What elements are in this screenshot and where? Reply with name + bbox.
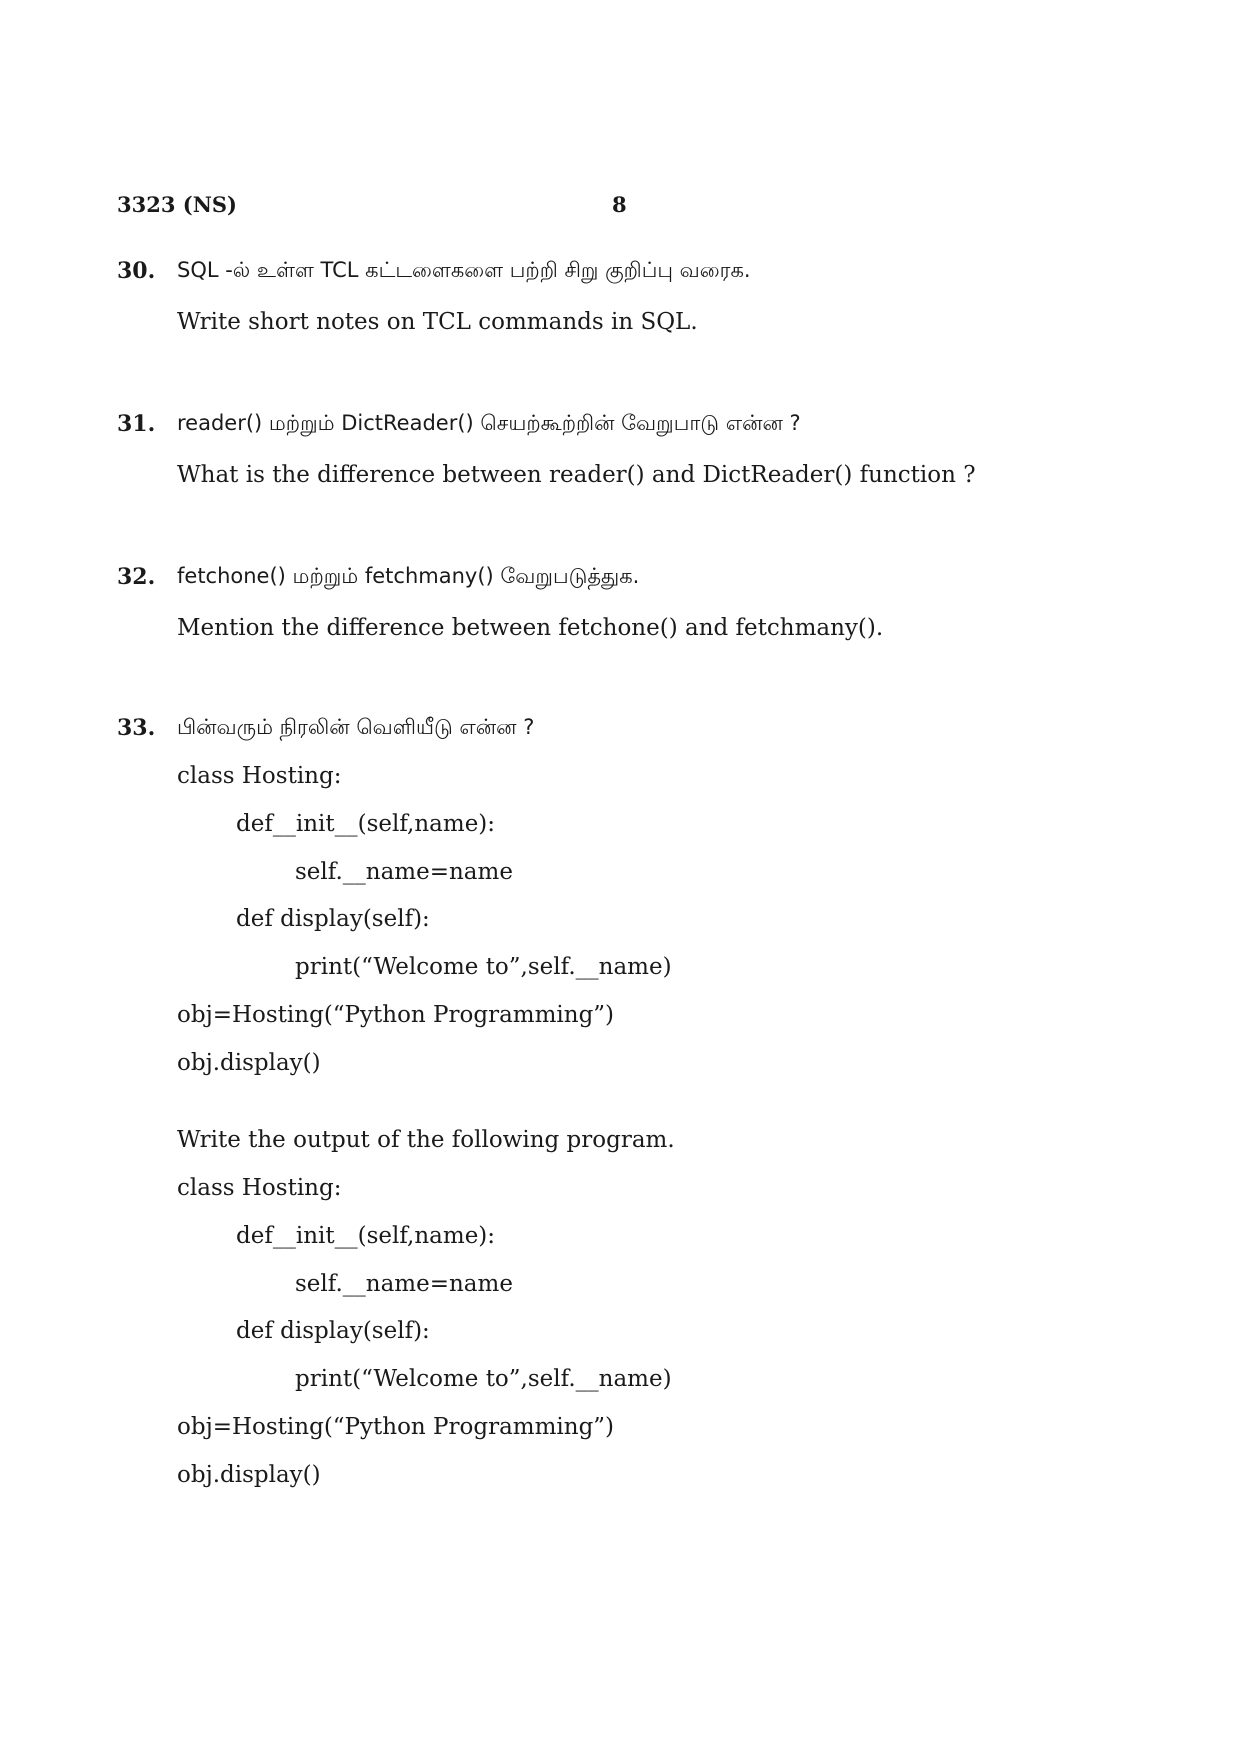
page-header	[117, 192, 1117, 226]
code-line: def display(self):	[236, 906, 430, 932]
question-text-tamil: fetchone() மற்றும் fetchmany() வேறுபடுத்துக.	[177, 564, 640, 588]
code-line: def__init__(self,name):	[236, 811, 496, 837]
paper-code: 3323 (NS)	[117, 192, 237, 217]
question-text-english: Write short notes on TCL commands in SQL.	[177, 309, 698, 335]
question-text-tamil: பின்வரும் நிரலின் வெளியீடு என்ன ?	[177, 715, 535, 739]
question-33	[117, 715, 1177, 1505]
question-number: 32.	[117, 564, 156, 590]
question-text-english: Mention the difference between fetchone() and fetchmany().	[177, 615, 884, 641]
page-number: 8	[612, 192, 627, 217]
code-line: self.__name=name	[295, 1271, 513, 1297]
question-number: 30.	[117, 258, 156, 284]
code-line: print(“Welcome to”,self.__name)	[295, 1366, 672, 1392]
code-line: def__init__(self,name):	[236, 1223, 496, 1249]
question-text-tamil: reader() மற்றும் DictReader() செயற்கூற்றின் வேறுபாடு என்ன ?	[177, 411, 801, 435]
question-text-english: Write the output of the following program.	[177, 1127, 675, 1153]
code-line: class Hosting:	[177, 1175, 342, 1201]
question-number: 31.	[117, 411, 156, 437]
question-text-tamil: SQL -ல் உள்ள TCL கட்டளைகளை பற்றி சிறு குறிப்பு வரைக.	[177, 258, 751, 282]
code-line: obj=Hosting(“Python Programming”)	[177, 1414, 615, 1440]
code-line: obj=Hosting(“Python Programming”)	[177, 1002, 615, 1028]
question-number: 33.	[117, 715, 156, 741]
code-line: def display(self):	[236, 1318, 430, 1344]
code-line: print(“Welcome to”,self.__name)	[295, 954, 672, 980]
code-line: obj.display()	[177, 1050, 321, 1076]
question-text-english: What is the difference between reader() and DictReader() function ?	[177, 462, 976, 488]
code-line: obj.display()	[177, 1462, 321, 1488]
code-line: class Hosting:	[177, 763, 342, 789]
code-line: self.__name=name	[295, 859, 513, 885]
